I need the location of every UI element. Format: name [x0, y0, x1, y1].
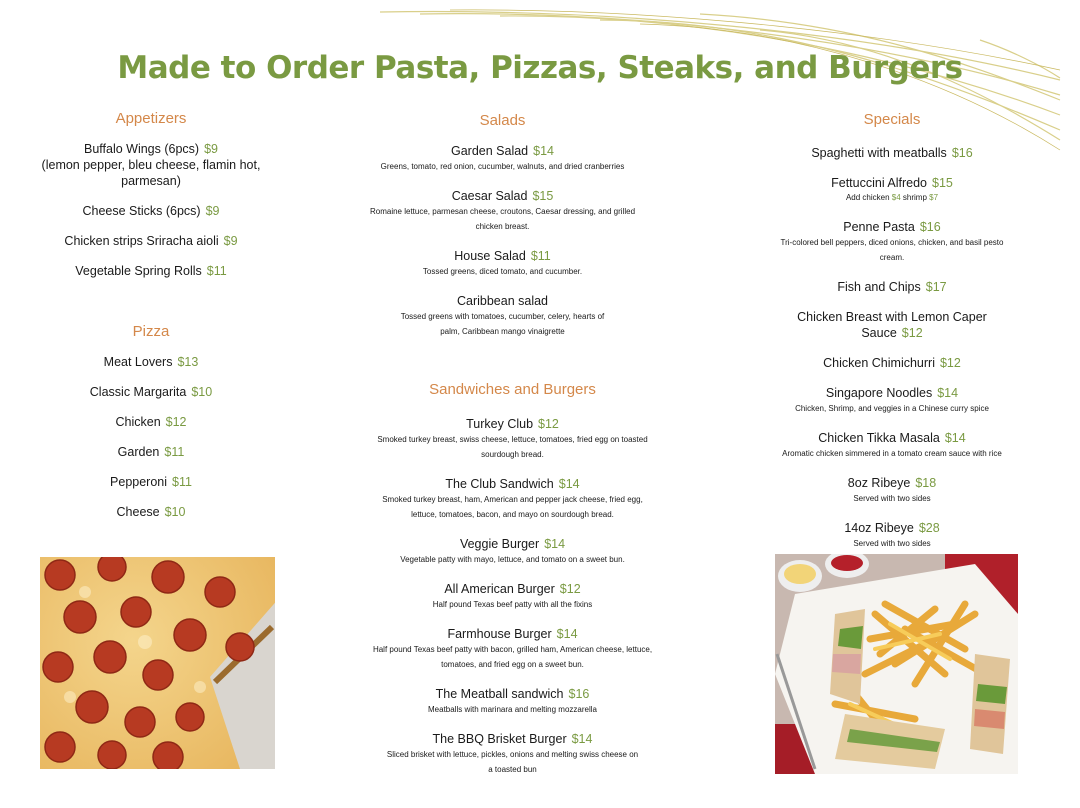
item-price: $13 [177, 355, 199, 369]
menu-item [768, 175, 1016, 205]
item-price: $11 [164, 445, 185, 459]
pizza-heading: Pizza [132, 323, 170, 340]
menu-item [768, 520, 1016, 551]
menu-item [40, 141, 262, 189]
item-name: The Meatball sandwich [435, 687, 564, 701]
menu-item [768, 385, 1016, 416]
item-price: $14 [544, 537, 566, 551]
salads-heading: Salads [479, 112, 526, 129]
sandwiches-section [365, 381, 660, 777]
item-price: $14 [571, 732, 593, 746]
appetizers-section [40, 110, 262, 279]
item-name: 8oz Ribeye [847, 476, 911, 490]
appetizers-heading: Appetizers [115, 110, 187, 127]
menu-item [40, 263, 262, 279]
menu-item [40, 474, 262, 490]
item-name: Chicken Chimichurri [823, 356, 935, 370]
menu-item [40, 444, 262, 460]
item-name: Farmhouse Burger [447, 627, 552, 641]
menu-item [768, 430, 1016, 461]
item-name: 14oz Ribeye [844, 521, 914, 535]
menu-item [768, 219, 1016, 265]
menu-item [365, 416, 660, 462]
menu-item [768, 145, 1016, 161]
item-price: $14 [558, 477, 580, 491]
item-options: (lemon pepper, bleu cheese, flamin hot, parmesan) [41, 158, 261, 188]
item-price: $15 [532, 189, 554, 203]
item-description: Smoked turkey breast, swiss cheese, lettuce, tomatoes, fried egg on toasted sourdough bread. [377, 435, 648, 459]
item-name: The Club Sandwich [445, 477, 554, 491]
item-price: $18 [915, 476, 937, 490]
menu-item [40, 504, 262, 520]
item-description: Half pound Texas beef patty with bacon, grilled ham, American cheese, lettuce, tomatoes, and fried egg on a sweet bun. [372, 645, 653, 669]
menu-item [768, 309, 1016, 341]
menu-item [40, 414, 262, 430]
menu-title: Made to Order Pasta, Pizzas, Steaks, and Burgers [117, 50, 963, 86]
item-name: Veggie Burger [459, 537, 540, 551]
item-price: $14 [937, 386, 959, 400]
item-name: Garden Salad [451, 144, 529, 158]
item-price: $10 [191, 385, 213, 399]
item-price: $9 [205, 204, 220, 218]
item-name: Cheese Sticks (6pcs) [82, 204, 201, 218]
item-name: All American Burger [444, 582, 555, 596]
menu-item [365, 536, 660, 567]
pizza-icon [40, 557, 275, 769]
item-price: $14 [556, 627, 578, 641]
menu-item [365, 581, 660, 612]
item-name: Chicken Tikka Masala [818, 431, 940, 445]
menu-item [365, 293, 640, 339]
item-description: Smoked turkey breast, ham, American and pepper jack cheese, fried egg, lettuce, tomatoes, bacon, and mayo on sourdough bread. [382, 495, 643, 519]
item-description: Served with two sides [853, 539, 931, 548]
item-name: Garden [117, 445, 160, 459]
item-price: $11 [172, 475, 192, 489]
item-price: $15 [932, 176, 953, 190]
item-name: Fettuccini Alfredo [831, 176, 928, 190]
menu-item [768, 475, 1016, 506]
item-name: Classic Margarita [89, 385, 187, 399]
item-description: Served with two sides [853, 494, 931, 503]
pizza-photo [40, 557, 275, 769]
item-price: $12 [538, 417, 559, 431]
item-description: Aromatic chicken simmered in a tomato cream sauce with rice [782, 449, 1002, 458]
item-name: Turkey Club [466, 417, 534, 431]
item-description: Tri-colored bell peppers, diced onions, chicken, and basil pesto cream. [780, 238, 1004, 262]
menu-item [40, 233, 262, 249]
item-description: Tossed greens, diced tomato, and cucumber. [422, 267, 583, 276]
menu-item [40, 384, 262, 400]
item-description: Romaine lettuce, parmesan cheese, croutons, Caesar dressing, and grilled chicken breast. [369, 207, 636, 231]
item-price: $14 [533, 144, 554, 158]
salads-section [365, 112, 640, 339]
item-name: Fish and Chips [837, 280, 921, 294]
item-name: House Salad [454, 249, 526, 263]
item-price: $12 [901, 326, 923, 340]
item-name: Cheese [116, 505, 160, 519]
item-description: Greens, tomato, red onion, cucumber, walnuts, and dried cranberries [380, 162, 625, 171]
item-price: $9 [204, 142, 218, 156]
menu-item [365, 248, 640, 279]
item-description: Sliced brisket with lettuce, pickles, onions and melting swiss cheese on a toasted bun [386, 750, 639, 774]
specials-heading: Specials [863, 111, 921, 128]
sandwiches-heading: Sandwiches and Burgers [429, 381, 596, 398]
item-description: Tossed greens with tomatoes, cucumber, celery, hearts of palm, Caribbean mango vinaigrette [400, 312, 605, 336]
item-name: Vegetable Spring Rolls [75, 264, 202, 278]
sandwich-fries-photo [775, 554, 1018, 774]
menu-item [365, 476, 660, 522]
item-description: Meatballs with marinara and melting mozzarella [428, 705, 597, 714]
menu-item [365, 188, 640, 234]
item-price: $16 [919, 220, 941, 234]
menu-item [365, 626, 660, 672]
item-price: $11 [206, 264, 227, 278]
item-description: Vegetable patty with mayo, lettuce, and tomato on a sweet bun. [400, 555, 625, 564]
item-price: $16 [568, 687, 590, 701]
item-name: Chicken Breast with Lemon Caper Sauce [797, 310, 987, 340]
pizza-section [40, 323, 262, 520]
menu-item [768, 355, 1016, 371]
item-name: Penne Pasta [843, 220, 915, 234]
item-name: Singapore Noodles [825, 386, 933, 400]
specials-section [768, 111, 1016, 551]
menu-item [365, 143, 640, 174]
menu-item [40, 354, 262, 370]
item-name: Buffalo Wings (6pcs) [83, 142, 200, 156]
item-price: $11 [530, 249, 551, 263]
menu-item [365, 731, 660, 777]
menu-item [768, 279, 1016, 295]
item-price: $14 [944, 431, 966, 445]
item-name: Caribbean salad [456, 294, 549, 308]
item-price: $12 [165, 415, 187, 429]
item-price: $12 [939, 356, 961, 370]
item-price: $17 [925, 280, 947, 294]
item-name: Spaghetti with meatballs [811, 146, 947, 160]
item-name: Pepperoni [110, 475, 168, 489]
item-name: Chicken strips Sriracha aioli [64, 234, 219, 248]
item-addon-note: Add chicken $4 shrimp $7 [845, 193, 939, 202]
item-name: Caesar Salad [451, 189, 528, 203]
item-description: Half pound Texas beef patty with all the fixins [432, 600, 593, 609]
item-price: $9 [223, 234, 238, 248]
item-price: $16 [951, 146, 973, 160]
item-price: $28 [918, 521, 940, 535]
item-name: Meat Lovers [103, 355, 173, 369]
sandwich-icon [775, 554, 1018, 774]
item-name: Chicken [115, 415, 161, 429]
item-price: $10 [164, 505, 186, 519]
item-name: The BBQ Brisket Burger [432, 732, 567, 746]
item-price: $12 [559, 582, 581, 596]
menu-item [365, 686, 660, 717]
menu-item [40, 203, 262, 219]
item-description: Chicken, Shrimp, and veggies in a Chinese curry spice [795, 404, 989, 413]
